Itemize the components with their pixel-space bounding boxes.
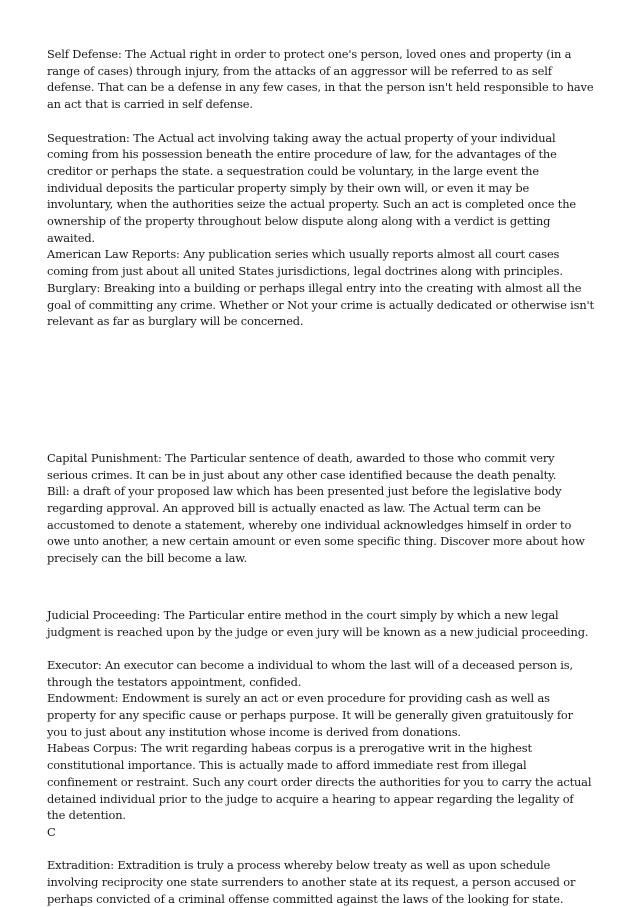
paragraph-judicial-proceeding: Judicial Proceeding: The Particular entire method in the court simply by which a new legal judgment is reached upon by the judge or even jury will be known as a new judicial proceeding. [47, 607, 589, 639]
paragraph-capital-punishment: Capital Punishment: The Particular sentence of death, awarded to those who commit very serious crimes. It can be in just about any other case identified because the death penalty. [47, 450, 557, 482]
spacer [47, 640, 595, 657]
paragraph-executor: Executor: An executor can become a individual to whom the last will of a deceased person is, through the testators appointment, confided. [47, 657, 573, 689]
spacer [47, 841, 595, 858]
document-page [47, 46, 595, 907]
paragraph-letter-c: C [47, 824, 56, 839]
spacer [47, 330, 595, 450]
paragraph-self-defense: Self Defense: The Actual right in order to protect one's person, loved ones and property (in a range of cases) through injury, from the attacks of an aggressor will be referred to as self defense. That can be a defense in any few cases, in that the person isn't held responsible to have an act that is carried in self defense. [47, 47, 594, 112]
spacer [47, 567, 595, 607]
paragraph-bill: Bill: a draft of your proposed law which has been presented just before the legislative body regarding approval. An approved bill is actually enacted as law. The Actual term can be accustomed to denote a statement, whereby one individual acknowledges himself in order to owe unto another, a new certain amount or even some specific thing. Discover more about how precisely can the bill become a law. [47, 484, 585, 566]
paragraph-american-law-reports: American Law Reports: Any publication series which usually reports almost all court cases coming from just about all united States jurisdictions, legal doctrines along with principles. [47, 247, 563, 279]
paragraph-extradition: Extradition: Extradition is truly a process whereby below treaty as well as upon schedule involving reciprocity one state surrenders to another state at its request, a person accused or perhaps convicted of a criminal offense committed against the laws of the looking for state. [47, 858, 576, 906]
paragraph-sequestration: Sequestration: The Actual act involving taking away the actual property of your individual coming from his possession beneath the entire procedure of law, for the advantages of the creditor or perhaps the state. a sequestration could be voluntary, in the large event the individual deposits the particular property simply by their own will, or even it may be involuntary, when the authorities seize the actual property. Such an act is completed once the ownership of the property throughout below dispute along along with a verdict is getting awaited. [47, 130, 576, 245]
spacer [47, 113, 595, 130]
paragraph-endowment: Endowment: Endowment is surely an act or even procedure for providing cash as well as property for any specific cause or perhaps purpose. It will be generally given gratuitously for you to just about any institution whose income is derived from donations. [47, 691, 573, 739]
paragraph-burglary: Burglary: Breaking into a building or perhaps illegal entry into the creating with almost all the goal of committing any crime. Whether or Not your crime is actually dedicated or otherwise isn't relevant as far as burglary will be concerned. [47, 280, 594, 329]
paragraph-habeas-corpus: Habeas Corpus: The writ regarding habeas corpus is a prerogative writ in the highest constitutional importance. This is actually made to afford immediate rest from illegal confinement or restraint. Such any court order directs the authorities for you to carry the actual detained individual prior to the judge to acquire a hearing to appear regarding the legality of the detention. [47, 741, 592, 823]
